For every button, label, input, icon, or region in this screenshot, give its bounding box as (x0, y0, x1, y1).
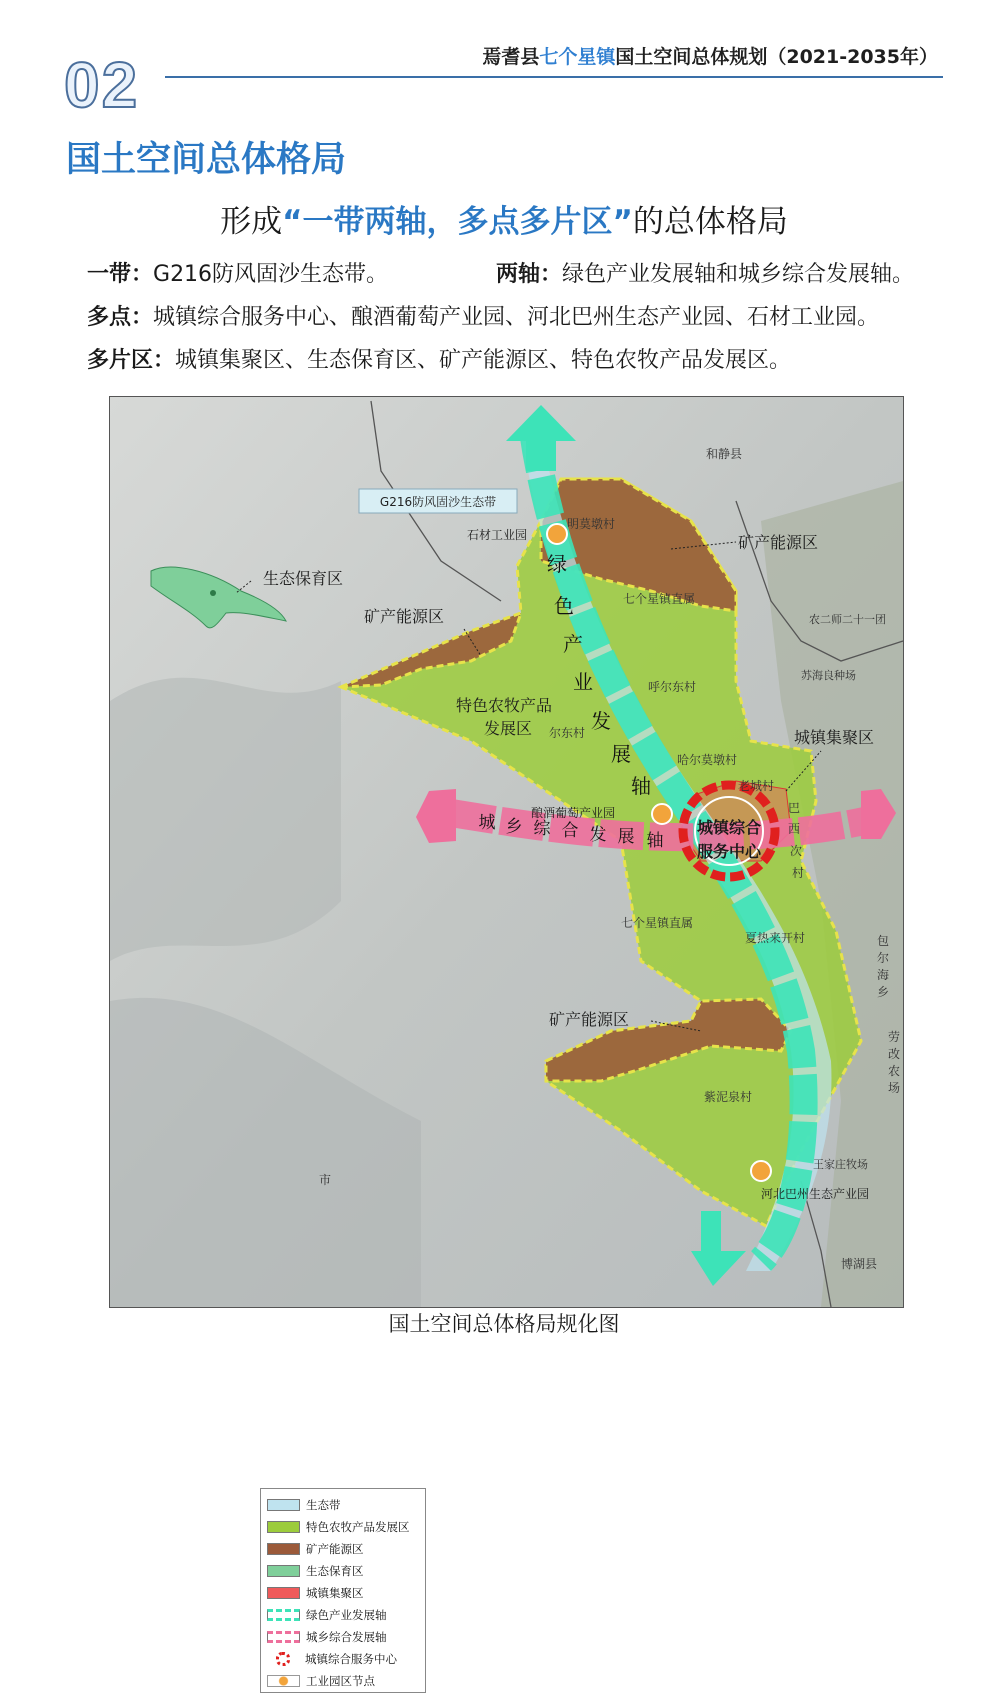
legend-swatch (276, 1652, 290, 1666)
legend-label: 城镇集聚区 (306, 1585, 364, 1600)
label-bohu: 博湖县 (841, 1257, 878, 1271)
label-mineral-w: 矿产能源区 (364, 607, 445, 626)
title-highlight: 七个星镇 (539, 46, 616, 68)
legend-label: 矿产能源区 (306, 1541, 364, 1556)
label-zinquan: 紫泥泉村 (704, 1090, 753, 1104)
label-eco-conserve: 生态保育区 (263, 569, 344, 588)
legend-label: 绿色产业发展轴 (306, 1607, 387, 1622)
wugai-char: 场 (887, 1081, 901, 1095)
legend-item (267, 1561, 364, 1580)
label-town-cluster: 城镇集聚区 (794, 728, 875, 747)
baoer-char: 乡 (876, 985, 890, 999)
label-qigexing-direct2: 七个星镇直属 (621, 916, 694, 930)
bachi-char: 巴 (787, 801, 801, 815)
axes-label: 两轴： (496, 262, 563, 287)
zones-line (87, 343, 791, 374)
subtitle-after: 的总体格局 (632, 204, 788, 240)
map-canvas (110, 397, 903, 1307)
page-number: 02 (64, 49, 140, 121)
label-laocheng: 老城村 (738, 779, 775, 793)
label-mineral-s: 矿产能源区 (549, 1010, 630, 1029)
subtitle-quote: “一带两轴，多点多片区” (282, 204, 633, 240)
green-axis-char: 绿 (547, 552, 567, 576)
label-mineral-ne: 矿产能源区 (738, 533, 819, 552)
winery-park-node (652, 804, 672, 824)
label-nongershi: 农二师二十一团 (809, 613, 886, 626)
baoer-char: 海 (876, 968, 890, 982)
label-mingmo: 明莫墩村 (567, 517, 616, 531)
legend-label: 特色农牧产品发展区 (306, 1519, 410, 1534)
label-qigexing-direct1: 七个星镇直属 (623, 592, 696, 606)
urban-axis-char: 城 (478, 813, 496, 833)
belt-text: G216防风固沙生态带。 (153, 262, 389, 287)
points-label: 多点： (87, 305, 154, 330)
hebei-park-node (751, 1161, 771, 1181)
label-hurdong: 呼尔东村 (648, 680, 697, 694)
eco-belt-tag: G216防风固沙生态带 (379, 495, 497, 509)
zones-label: 多片区： (87, 348, 176, 373)
legend-label: 城镇综合服务中心 (305, 1651, 397, 1666)
wugai-char: 农 (887, 1064, 901, 1078)
zones-text: 城镇集聚区、生态保育区、矿产能源区、特色农牧产品发展区。 (175, 348, 792, 373)
axes-text: 绿色产业发展轴和城乡综合发展轴。 (562, 262, 915, 287)
subtitle-before: 形成 (220, 204, 283, 240)
label-xiarelai: 夏热来开村 (745, 931, 806, 945)
bachi-char: 村 (791, 866, 805, 880)
map-caption: 国土空间总体格局规化图 (388, 1312, 620, 1336)
label-special-agri-1: 特色农牧产品 (456, 696, 553, 715)
stone-park-node (547, 524, 567, 544)
urban-axis-char: 乡 (505, 817, 523, 837)
legend-item (267, 1539, 364, 1558)
label-town-center-1: 城镇综合 (696, 818, 762, 837)
legend-item (267, 1495, 341, 1514)
legend-swatch (267, 1587, 300, 1599)
label-hurdong2: 尔东村 (549, 726, 586, 740)
legend-item (267, 1583, 364, 1602)
legend-swatch (267, 1609, 300, 1621)
subtitle (0, 196, 1008, 241)
label-town-center-2: 服务中心 (696, 842, 762, 861)
title-prefix: 焉耆县 (482, 46, 540, 68)
legend-label: 城乡综合发展轴 (306, 1629, 387, 1644)
legend-item (267, 1517, 410, 1536)
wugai-char: 改 (887, 1047, 901, 1061)
legend-item (267, 1605, 387, 1624)
green-axis-char: 展 (611, 742, 631, 766)
legend-item (267, 1627, 387, 1646)
points-text: 城镇综合服务中心、酿酒葡萄产业园、河北巴州生态产业园、石材工业园。 (153, 305, 880, 330)
belt-label: 一带： (87, 262, 154, 287)
label-city-shi: 市 (319, 1173, 332, 1187)
urban-axis-char: 轴 (646, 831, 664, 851)
wugai-char: 劳 (887, 1030, 901, 1044)
belt-line (87, 257, 388, 288)
legend-label: 生态保育区 (306, 1563, 364, 1578)
axes-line (496, 257, 914, 288)
baoer-char: 包 (876, 934, 890, 948)
legend-swatch (267, 1675, 300, 1687)
urban-axis-char: 发 (589, 825, 607, 845)
green-axis-char: 色 (554, 594, 574, 618)
document-title (482, 42, 938, 69)
label-hermodun: 哈尔莫墩村 (677, 753, 738, 767)
legend-label: 生态带 (306, 1497, 341, 1512)
legend-swatch (267, 1543, 300, 1555)
bachi-char: 次 (789, 844, 803, 858)
label-wangjiazhuang: 王家庄牧场 (813, 1158, 868, 1171)
legend-item (267, 1671, 375, 1690)
title-suffix: 国土空间总体规划（2021-2035年） (615, 46, 938, 68)
bachi-char: 西 (787, 822, 801, 836)
label-suhai: 苏海良种场 (801, 669, 856, 682)
legend-swatch (267, 1499, 300, 1511)
eco-village-dot (210, 590, 216, 596)
section-title: 国土空间总体格局 (66, 140, 347, 180)
label-hejing: 和静县 (706, 447, 743, 461)
legend-label: 工业园区节点 (306, 1673, 375, 1688)
legend-swatch (267, 1565, 300, 1577)
urban-axis-char: 展 (617, 827, 635, 847)
green-axis-char: 产 (563, 632, 583, 656)
urban-axis-char: 合 (561, 821, 579, 841)
header-divider (165, 76, 943, 78)
legend-item (267, 1649, 397, 1668)
points-line (87, 300, 879, 331)
legend-swatch (267, 1521, 300, 1533)
green-axis-char: 轴 (631, 774, 651, 798)
label-stone-park: 石材工业园 (467, 528, 528, 542)
legend-swatch (267, 1631, 300, 1643)
label-winery-park: 酿酒葡萄产业园 (531, 806, 616, 820)
green-axis-char: 发 (591, 709, 611, 733)
label-hebei-park: 河北巴州生态产业园 (761, 1187, 870, 1201)
baoer-char: 尔 (876, 951, 890, 965)
terrain-mountain (110, 678, 341, 961)
green-axis-char: 业 (573, 670, 593, 694)
label-special-agri-2: 发展区 (484, 719, 533, 738)
urban-axis-char: 综 (533, 819, 551, 839)
map-legend (260, 1488, 426, 1693)
